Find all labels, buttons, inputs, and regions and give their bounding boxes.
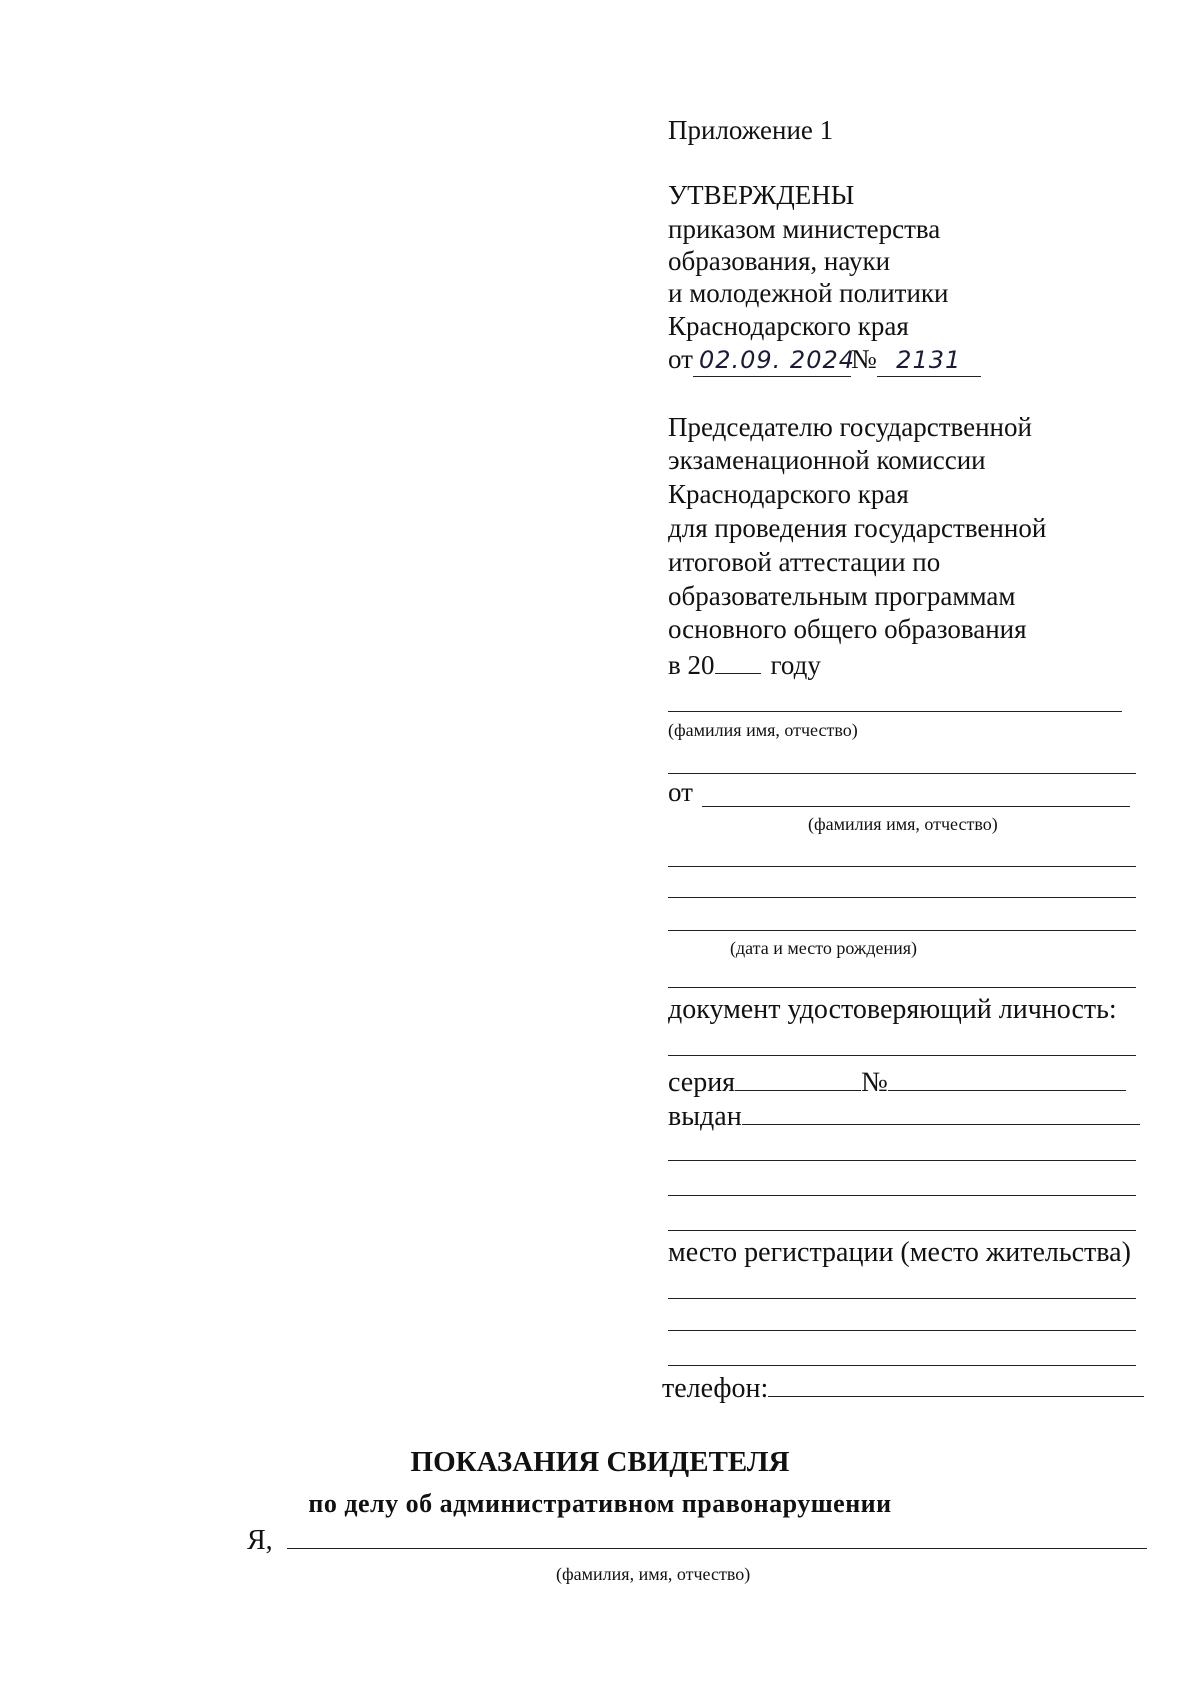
phone-blank[interactable] xyxy=(768,1370,1144,1397)
order-line: Краснодарского края xyxy=(668,311,909,341)
passport-series-number xyxy=(668,1064,1126,1099)
applicant-name-caption: (фамилия имя, отчество) xyxy=(808,814,998,834)
series-blank[interactable] xyxy=(735,1064,861,1091)
registration-blank[interactable] xyxy=(668,1330,1136,1331)
addressee-line: Председателю государственной xyxy=(668,412,1032,442)
applicant-address-blank[interactable] xyxy=(668,866,1136,867)
order-number-label: № xyxy=(850,344,877,374)
addressee-line: основного общего образования xyxy=(668,614,1027,644)
exam-year xyxy=(668,647,821,681)
chair-name-blank-continued[interactable] xyxy=(668,773,1136,774)
witness-intro xyxy=(247,1522,1147,1557)
statement-subtitle: по делу об административном правонарушении xyxy=(308,1489,892,1518)
year-blank[interactable] xyxy=(715,647,761,674)
order-date-handwritten: 02.09. 2024 xyxy=(693,344,851,377)
birth-blank-continued[interactable] xyxy=(668,987,1136,988)
order-from-label: от xyxy=(668,344,693,374)
id-document-label: документ удостоверяющий личность: xyxy=(668,994,1117,1025)
addressee-line: образовательным программам xyxy=(668,581,1016,611)
chair-name-caption: (фамилия имя, отчество) xyxy=(668,720,858,740)
addressee-line: экзаменационной комиссии xyxy=(668,445,986,475)
issued-blank-continued[interactable] xyxy=(668,1160,1136,1161)
registration-blank[interactable] xyxy=(668,1298,1136,1299)
issued-blank-continued[interactable] xyxy=(668,1230,1136,1231)
phone-field xyxy=(662,1370,1144,1405)
order-line: образования, науки xyxy=(668,246,891,276)
order-line: приказом министерства xyxy=(668,214,941,244)
statement-title: ПОКАЗАНИЯ СВИДЕТЕЛЯ xyxy=(410,1446,790,1478)
year-prefix: в 20 xyxy=(668,650,715,680)
id-document-blank[interactable] xyxy=(668,1055,1136,1056)
series-label: серия xyxy=(668,1067,736,1098)
order-reference xyxy=(668,343,981,377)
approved-label: УТВЕРЖДЕНЫ xyxy=(668,180,855,210)
registration-label: место регистрации (место жительства) xyxy=(668,1237,1131,1268)
witness-name-caption: (фамилия, имя, отчество) xyxy=(556,1564,751,1584)
i-label: Я, xyxy=(247,1525,273,1556)
order-line: и молодежной политики xyxy=(668,278,949,308)
chair-name-blank[interactable] xyxy=(668,711,1122,712)
birth-blank[interactable] xyxy=(668,930,1136,931)
issued-blank[interactable] xyxy=(742,1098,1140,1125)
number-label: № xyxy=(861,1067,888,1098)
issued-label: выдан xyxy=(668,1101,742,1132)
addressee-line: Краснодарского края xyxy=(668,479,909,509)
registration-blank[interactable] xyxy=(668,1365,1136,1366)
issued-blank-continued[interactable] xyxy=(668,1195,1136,1196)
applicant-from-label: от xyxy=(668,777,693,807)
witness-name-blank[interactable] xyxy=(287,1522,1147,1549)
phone-label: телефон: xyxy=(662,1373,769,1404)
order-number-handwritten: 2131 xyxy=(877,344,981,377)
number-blank[interactable] xyxy=(888,1064,1126,1091)
addressee-line: итоговой аттестации по xyxy=(668,547,941,577)
appendix-label: Приложение 1 xyxy=(668,115,834,145)
birth-caption: (дата и место рождения) xyxy=(730,938,918,958)
addressee-line: для проведения государственной xyxy=(668,513,1047,543)
year-suffix: году xyxy=(770,650,821,680)
applicant-address-blank[interactable] xyxy=(668,897,1136,898)
applicant-name-blank[interactable] xyxy=(702,806,1130,807)
issued-by xyxy=(668,1098,1140,1133)
